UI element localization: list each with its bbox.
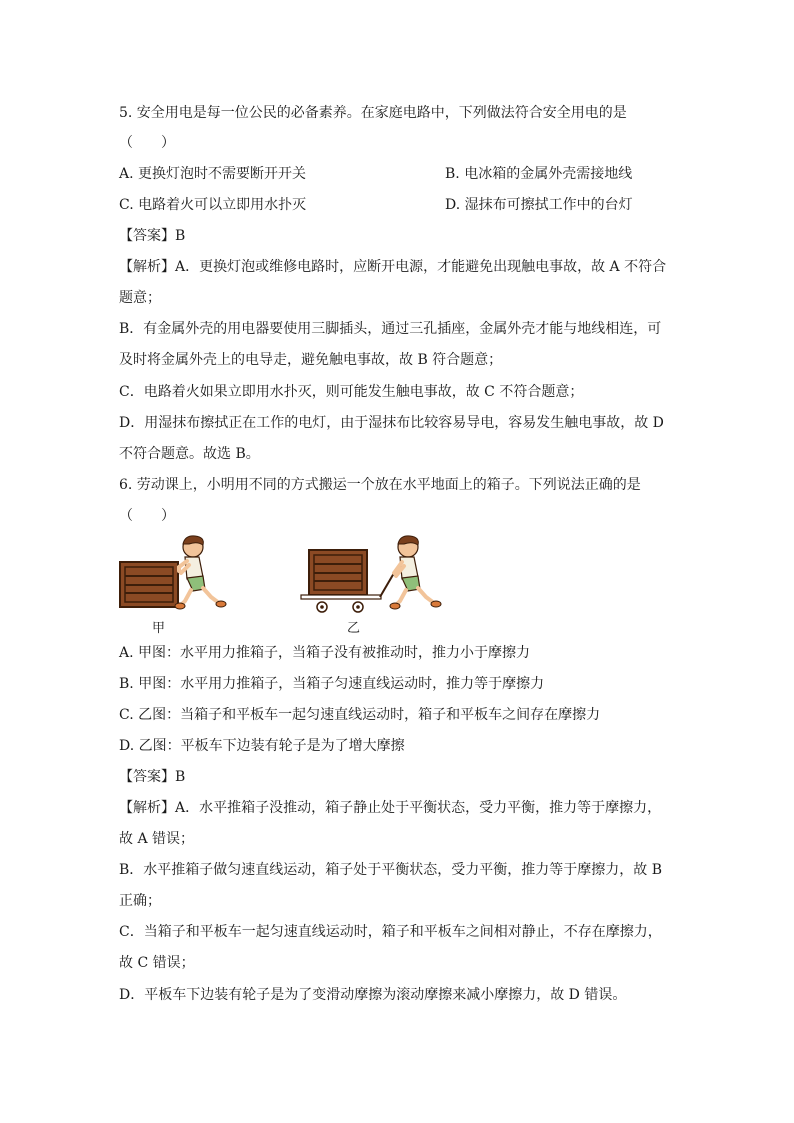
q5-analysis-line: 不符合题意。故选 B。: [119, 446, 260, 462]
q5-analysis-line: C．电路着火如果立即用水扑灭，则可能发生触电事故，故 C 不符合题意；: [119, 384, 584, 400]
q5-analysis-line: 及时将金属外壳上的电导走，避免触电事故，故 B 符合题意；: [119, 352, 503, 368]
crate: [120, 562, 178, 607]
figure-jia-illustration: [119, 535, 229, 615]
q6-analysis-line: 【解析】A．水平推箱子没推动，箱子静止处于平衡状态，受力平衡，推力等于摩擦力，: [119, 800, 662, 816]
q6-answer: 【答案】B: [119, 769, 186, 785]
q6-analysis-line: 故 C 错误；: [119, 955, 195, 971]
q6-analysis-line: D．平板车下边装有轮子是为了变滑动摩擦为滚动摩擦来减小摩擦力，故 D 错误。: [119, 987, 627, 1003]
q6-analysis-line: C．当箱子和平板车一起匀速直线运动时，箱子和平板车之间相对静止，不存在摩擦力，: [119, 924, 662, 940]
q5-option-d: D. 湿抹布可擦拭工作中的台灯: [445, 197, 633, 213]
q5-analysis-line: 题意；: [119, 290, 161, 306]
q5-stem: 5. 安全用电是每一位公民的必备素养。在家庭电路中，下列做法符合安全用电的是: [119, 105, 627, 121]
q6-paren: （ ）: [119, 508, 175, 524]
q5-analysis-line: 【解析】A．更换灯泡或维修电路时，应断开电源，才能避免出现触电事故，故 A 不符合: [119, 259, 667, 275]
q6-option-d: D. 乙图：平板车下边装有轮子是为了增大摩擦: [119, 738, 405, 754]
q6-analysis-line: B．水平推箱子做匀速直线运动，箱子处于平衡状态，受力平衡，推力等于摩擦力，故 B: [119, 862, 663, 878]
q6-analysis-line: 正确；: [119, 893, 161, 909]
q5-analysis-line: D．用湿抹布擦拭正在工作的电灯，由于湿抹布比较容易导电，容易发生触电事故，故 D: [119, 415, 664, 431]
q5-option-c: C. 电路着火可以立即用水扑灭: [119, 197, 307, 213]
q5-analysis-line: B．有金属外壳的用电器要使用三脚插头，通过三孔插座，金属外壳才能与地线相连，可: [119, 321, 662, 337]
q6-option-b: B. 甲图：水平用力推箱子，当箱子匀速直线运动时，推力等于摩擦力: [119, 676, 545, 692]
q5-answer: 【答案】B: [119, 228, 186, 244]
figure-yi-illustration: [300, 535, 445, 615]
boy-pushing: [175, 536, 226, 609]
q6-analysis-line: 故 A 错误；: [119, 831, 195, 847]
crate-on-cart: [309, 550, 367, 595]
q6-option-c: C. 乙图：当箱子和平板车一起匀速直线运动时，箱子和平板车之间存在摩擦力: [119, 707, 601, 723]
q5-paren: （ ）: [119, 135, 175, 151]
q5-option-b: B. 电冰箱的金属外壳需接地线: [445, 166, 633, 182]
figure-label-jia: 甲: [152, 621, 166, 636]
boy-pushing-cart: [390, 536, 441, 609]
figure-label-yi: 乙: [347, 621, 361, 636]
q6-stem: 6. 劳动课上，小明用不同的方式搬运一个放在水平地面上的箱子。下列说法正确的是: [119, 477, 641, 493]
q5-option-a: A. 更换灯泡时不需要断开开关: [119, 166, 307, 182]
q6-option-a: A. 甲图：水平用力推箱子，当箱子没有被推动时，推力小于摩擦力: [119, 645, 531, 661]
